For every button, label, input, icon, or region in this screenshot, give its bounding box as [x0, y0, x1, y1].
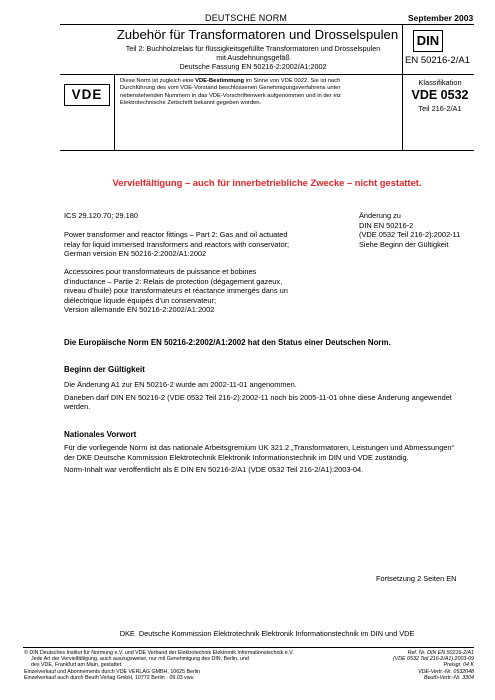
english-title: Power transformer and reactor fittings – Part 2: Gas and oil actuated relay for liquid immersed transformers and reactors with conservator; German version EN 50216-2:2002/A1:2002: [64, 230, 290, 259]
title-rule: [60, 74, 474, 75]
title-divider: [402, 24, 403, 150]
footer-rule: [23, 647, 474, 648]
classification-label: Klassifikation: [418, 78, 462, 87]
din-logo: DIN: [413, 30, 443, 52]
document-title: Zubehör für Transformatoren und Drosselspulen: [116, 27, 399, 42]
vde-logo: VDE: [64, 84, 110, 106]
copyright-notice: © DIN Deutsches Institut für Normung e.V. und VDE Verband der Elektrotechnik Elektronik Informationstechnik e.V. Jede Art der Vervielfältigung, auch auszugsweise, nur mit Genehmigung des DIN, Berlin, und des VDE, Frankfurt am Main, gestattet. Einzelverkauf und Abonnements durch VDE VERLAG GMBH, 10625 Berlin Einzelverkauf auch durch Beuth Verlag GmbH, 10772 Berlin · 09.03 vwu: [24, 650, 294, 681]
vde-notice-line: Durchführung des vom VDE-Vorstand beschlossenen Genehmigungsverfahrens unter: [120, 85, 341, 92]
vde-notice-line: Diese Norm ist zugleich eine VDE-Bestimmung im Sinne von VDE 0022. Sie ist nach: [120, 78, 341, 84]
vde-notice: [120, 78, 402, 108]
foreword-text: Für die vorliegende Norm ist das nationale Arbeitsgremium UK 321.2 „Transformatoren, Leistungen und Abmessungen“ der DKE Deutsche Kommission Elektrotechnik Elektronik Informationstechnik im DIN und VDE zuständig. Norm-Inhalt war veröffentlicht als E DIN EN 50216-2/A1 (VDE 0532 Teil 216-2/A1):2003-04.: [64, 443, 454, 475]
vde-notice-line: Elektrotechnische Zeitschrift bekannt gegeben worden.: [120, 100, 262, 107]
dke-abbreviation: DKE: [119, 629, 135, 638]
reference-info: Ref. Nr. DIN EN 50216-2/A1 (VDE 0532 Teil 216-2/A1):2003-09 Preisgr. 04 K VDE-Vertr.-Nr. 0532048 Beuth-Vertr.-Nr. 3304: [392, 650, 474, 681]
norm-type: DEUTSCHE NORM: [205, 13, 288, 23]
continuation-note: Fortsetzung 2 Seiten EN: [376, 574, 457, 583]
dke-line: [60, 629, 474, 638]
din-number: EN 50216-2/A1: [405, 55, 470, 66]
status-statement: Die Europäische Norm EN 50216-2:2002/A1:2002 hat den Status einer Deutschen Norm.: [64, 338, 391, 347]
dke-name: Deutsche Kommission Elektrotechnik Elektronik Informationstechnik im DIN und VDE: [138, 629, 415, 638]
validity-text: Die Änderung A1 zur EN 50216-2 wurde am 2002-11-01 angenommen. Daneben darf DIN EN 50216-2 (VDE 0532 Teil 216-2):2002-11 noch bis 2005-11-01 ohne diese Änderung angewendet werden.: [64, 380, 452, 412]
document-subtitle: [103, 44, 403, 71]
subtitle-line: Deutsche Fassung EN 50216-2:2002/A1:2002: [179, 62, 327, 71]
classification-number: VDE 0532: [411, 88, 469, 102]
classification-part: Teil 216-2/A1: [418, 104, 462, 113]
subtitle-line: mit Ausdehnungsgefäß: [216, 53, 290, 62]
norm-date: September 2003: [408, 13, 474, 23]
amendment-note: Änderung zu DIN EN 50216-2 (VDE 0532 Teil 216-2):2002-11 Siehe Beginn der Gültigkeit: [359, 211, 461, 249]
vde-logo-divider: [114, 74, 115, 150]
ics-codes: ICS 29.120.70; 29.180: [64, 211, 138, 220]
french-title: Accessoires pour transformateurs de puissance et bobines d’inductance – Partie 2: Relais de protection (dégagement gazeux, niveau d’huile) pour transformateurs et réactance immergés dans un diélectrique liquide équipés d’un conservateur; Version allemande EN 50216-2:2002/A1:2002: [64, 267, 288, 315]
header-rule: [60, 24, 474, 25]
vde-notice-line: nebenstehenden Nummern in das VDE-Vorschriftenwerk aufgenommen und in der etz: [120, 92, 342, 99]
foreword-heading: Nationales Vorwort: [64, 430, 137, 439]
subtitle-line: Teil 2: Buchholzrelais für flüssigkeitsgefüllte Transformatoren und Drosselspulen: [125, 44, 381, 53]
box-bottom-rule: [60, 150, 474, 151]
validity-heading: Beginn der Gültigkeit: [64, 365, 145, 374]
reproduction-warning: Vervielfältigung – auch für innerbetriebliche Zwecke – nicht gestattet.: [112, 177, 422, 188]
